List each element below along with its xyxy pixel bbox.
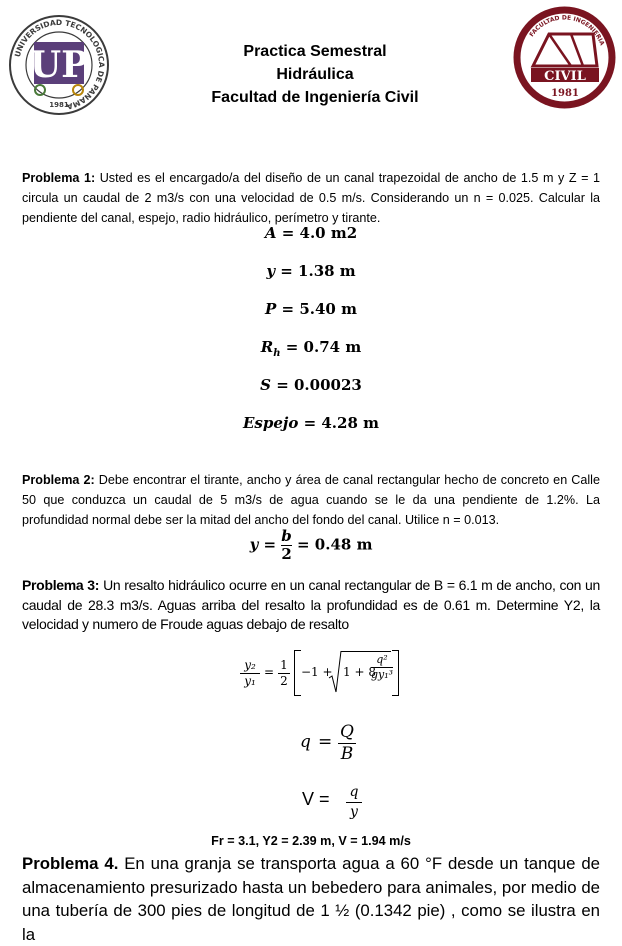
equation-top-width: Espejo = 4.28 m xyxy=(243,414,379,432)
problem-3-text: Un resalto hidráulico ocurre en un canal rectangular de B = 6.1 m de ancho, con un caudal de 28.3 m3/s. Aguas arriba del resalto la profundidad es de 0.61 m. Determine Y2, la velocidad y numero de Froude aguas debajo de resalto xyxy=(22,577,600,632)
problem-2-label: Problema 2: xyxy=(22,473,95,487)
civil-faculty-logo xyxy=(511,4,618,111)
equation-depth: y = 1.38 m xyxy=(266,262,356,280)
problem-4-statement xyxy=(22,852,600,946)
header-title-3: Facultad de Ingeniería Civil xyxy=(211,89,419,106)
problem-1-label: Problema 1: xyxy=(22,171,96,185)
problem-1-text: Usted es el encargado/a del diseño de un canal trapezoidal de ancho de 1.5 m y Z = 1 circula un caudal de 2 m3/s con una velocidad de 0.5 m/s. Considerando un n = 0.025. Calcular la pendiente del canal, espejo, radio hidráulico, perímetro y tirante. xyxy=(22,171,600,225)
equation-hydraulic-radius: $R_h = 0.74$ m xyxy=(260,338,362,359)
problem-4-label: Problema 4. xyxy=(22,854,119,873)
svg-text:1981: 1981 xyxy=(49,101,69,109)
equation-slope: S = 0.00023 xyxy=(260,376,362,394)
problem-1-statement xyxy=(22,168,600,228)
svg-text:CIVIL: CIVIL xyxy=(544,69,586,84)
equation-perimeter: P = 5.40 m xyxy=(265,300,357,318)
svg-text:UNIVERSIDAD TECNOLOGICA DE PAN: UNIVERSIDAD TECNOLOGICA DE PANAMA xyxy=(12,17,107,112)
problem-3-statement xyxy=(22,576,600,635)
equation-normal-depth: y = $\frac{b}{2}$ = 0.48 m xyxy=(249,527,373,563)
problem-3-label: Problema 3: xyxy=(22,577,100,593)
problem-2-text: Debe encontrar el tirante, ancho y área de canal rectangular hecho de concreto en Calle 50 que conduzca un caudal de 5 m3/s de agua cuando se le da una pendiente de 1.2%. La profundidad normal debe ser la mitad del ancho del fondo del canal. Utilice n = 0.013. xyxy=(22,473,600,527)
problem-3-result: Fr = 3.1, Y2 = 2.39 m, V = 1.94 m/s xyxy=(211,834,411,848)
header-title-2: Hidráulica xyxy=(276,66,354,83)
header-title-1: Practica Semestral xyxy=(243,43,387,60)
svg-text:1981: 1981 xyxy=(551,88,579,99)
svg-text:FACULTAD DE INGENIERIA: FACULTAD DE INGENIERIA xyxy=(528,14,606,47)
problem-4-text: En una granja se transporta agua a 60 °F desde un tanque de almacenamiento presurizado hasta un bebedero para animales, por medio de una tubería de 300 pies de longitud de 1 ½ (0.1342 pie) , como se ilustra en la xyxy=(22,854,600,944)
svg-text:UP: UP xyxy=(29,44,89,86)
university-logo xyxy=(8,14,110,116)
hydraulic-jump-formula: y₂ y₁ = 1 2 −1 + 1 + 8 q² gy₁³ xyxy=(240,650,400,700)
equation-area: A = 4.0 m2 xyxy=(264,224,358,242)
problem-2-statement xyxy=(22,470,600,530)
